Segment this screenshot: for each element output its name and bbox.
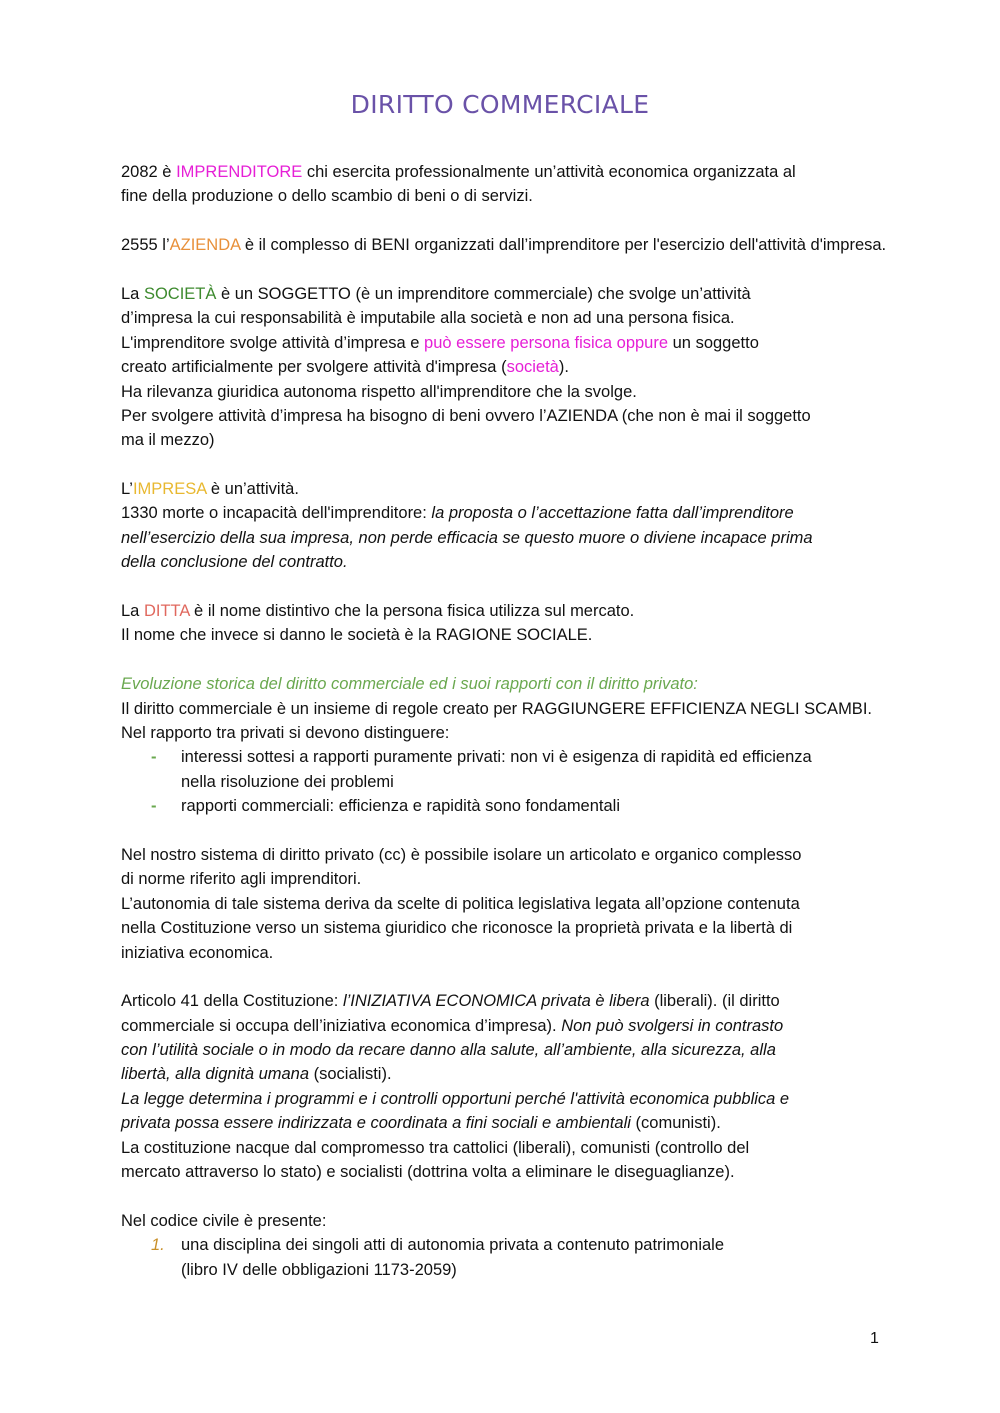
definition-societa-line-7: ma il mezzo) xyxy=(121,431,215,450)
codice-civile-intro: Nel codice civile è presente: xyxy=(121,1211,327,1230)
keyword-ditta: DITTA xyxy=(143,602,190,621)
numbered-item-1-continuation xyxy=(121,1258,991,1282)
evoluzione-line-2: Nel rapporto tra privati si devono distinguere: xyxy=(121,723,450,742)
text: è un SOGGETTO (è un imprenditore commerciale) che svolge un’attività xyxy=(216,284,751,303)
text: ). xyxy=(558,358,569,377)
definition-societa-line-1 xyxy=(121,282,991,306)
paragraph-gap xyxy=(121,453,991,477)
article-1330-line-2: nell’esercizio della sua impresa, non perde efficacia se questo muore o diviene incapace prima xyxy=(121,528,813,547)
section-heading-evoluzione: Evoluzione storica del diritto commerciale ed i suoi rapporti con il diritto privato: xyxy=(121,675,698,694)
text: chi esercita professionalmente un’attività economica organizzata al xyxy=(302,163,796,181)
bullet-text: nella risoluzione dei problemi xyxy=(181,772,394,791)
definition-ditta-line-2: Il nome che invece si danno le società è la RAGIONE SOCIALE. xyxy=(121,626,593,645)
text: L'imprenditore svolge attività d’impresa e xyxy=(121,333,425,352)
article-1330-line-1 xyxy=(121,501,991,525)
evoluzione-line-1: Il diritto commerciale è un insieme di regole creato per RAGGIUNGERE EFFICIENZA NEGLI SCAMBI. xyxy=(121,699,872,718)
sistema-line-2: di norme riferito agli imprenditori. xyxy=(121,870,362,889)
sistema-line-5: iniziativa economica. xyxy=(121,943,274,962)
text: La xyxy=(121,284,144,303)
numbered-text: una disciplina dei singoli atti di autonomia privata a contenuto patrimoniale xyxy=(181,1236,725,1255)
text: Articolo 41 della Costituzione: xyxy=(121,992,343,1011)
bullet-dash-icon: - xyxy=(151,748,157,767)
bullet-text: interessi sottesi a rapporti puramente privati: non vi è esigenza di rapidità ed efficienza xyxy=(181,748,812,767)
text: (comunisti). xyxy=(630,1114,721,1133)
text: L’ xyxy=(121,480,133,499)
articolo-41-line-2 xyxy=(121,1014,991,1038)
articolo-41-line-4 xyxy=(121,1062,991,1086)
quote-italic: privata possa essere indirizzata e coordinata a fini sociali e ambientali xyxy=(121,1114,631,1133)
text: creato artificialmente per svolgere attività d'impresa ( xyxy=(121,358,507,377)
document-title: DIRITTO COMMERCIALE xyxy=(350,90,650,119)
sistema-line-3: L’autonomia di tale sistema deriva da scelte di politica legislativa legata all’opzione contenuta xyxy=(121,894,800,913)
definition-societa-line-4 xyxy=(121,355,991,379)
paragraph-gap xyxy=(121,209,991,233)
definition-imprenditore-line-2: fine della produzione o dello scambio di beni o di servizi. xyxy=(121,187,533,206)
numbered-item-1 xyxy=(121,1233,991,1257)
paragraph-gap xyxy=(121,1184,991,1208)
text: (socialisti). xyxy=(309,1065,392,1084)
text: 1330 morte o incapacità dell'imprenditore: xyxy=(121,504,432,523)
articolo-41-line-5: La legge determina i programmi e i controlli opportuni perché l'attività economica pubblica e xyxy=(121,1089,790,1108)
paragraph-gap xyxy=(121,965,991,989)
text: 2555 l’ xyxy=(121,236,170,255)
keyword-impresa: IMPRESA xyxy=(132,480,207,499)
text: (liberali). (il diritto xyxy=(649,992,780,1011)
definition-ditta-line-1 xyxy=(121,599,991,623)
keyword-imprenditore: IMPRENDITORE xyxy=(176,163,303,181)
text: 2082 è xyxy=(121,163,177,181)
articolo-41-line-1 xyxy=(121,989,991,1013)
bullet-text: rapporti commerciali: efficienza e rapidità sono fondamentali xyxy=(181,797,621,816)
keyword-azienda: AZIENDA xyxy=(169,236,241,255)
bullet-dash-icon: - xyxy=(151,797,157,816)
articolo-41-line-3: con l’utilità sociale o in modo da recare danno alla salute, all’ambiente, alla sicurezza, alla xyxy=(121,1041,776,1060)
quote-italic: libertà, alla dignità umana xyxy=(121,1065,310,1084)
paragraph-gap xyxy=(121,648,991,672)
sistema-line-4: nella Costituzione verso un sistema giuridico che riconosce la proprietà privata e la libertà di xyxy=(121,919,793,938)
text: è il complesso di BENI organizzati dall’imprenditore per l'esercizio dell'attività d'impresa. xyxy=(240,236,887,255)
numbered-text: (libro IV delle obbligazioni 1173-2059) xyxy=(181,1260,457,1279)
definition-imprenditore-line-1 xyxy=(121,160,991,184)
list-number: 1. xyxy=(151,1236,165,1255)
definition-societa-line-5: Ha rilevanza giuridica autonoma rispetto all'imprenditore che la svolge. xyxy=(121,382,637,401)
text: è un’attività. xyxy=(206,480,299,499)
article-1330-line-3: della conclusione del contratto. xyxy=(121,553,348,572)
page-number: 1 xyxy=(870,1330,879,1347)
text: un soggetto xyxy=(668,333,759,352)
text: è il nome distintivo che la persona fisica utilizza sul mercato. xyxy=(189,602,635,621)
definition-societa-line-3 xyxy=(121,331,991,355)
articolo-41-line-6 xyxy=(121,1111,991,1135)
articolo-41-line-7: La costituzione nacque dal compromesso tra cattolici (liberali), comunisti (controllo del xyxy=(121,1138,750,1157)
definition-societa-line-2: d’impresa la cui responsabilità è imputabile alla società e non ad una persona fisica. xyxy=(121,309,735,328)
document-body xyxy=(121,160,991,1282)
text: La xyxy=(121,602,144,621)
bullet-item-1 xyxy=(121,745,991,769)
bullet-item-1-continuation xyxy=(121,770,991,794)
paragraph-gap xyxy=(121,258,991,282)
definition-azienda xyxy=(121,233,991,257)
paragraph-gap xyxy=(121,819,991,843)
text: commerciale si occupa dell’iniziativa economica d’impresa). xyxy=(121,1016,562,1035)
sistema-line-1: Nel nostro sistema di diritto privato (cc) è possibile isolare un articolato e organico complesso xyxy=(121,845,802,864)
definition-impresa-line-1 xyxy=(121,477,991,501)
bullet-item-2 xyxy=(121,794,991,818)
highlight-persona-fisica: può essere persona fisica oppure xyxy=(424,333,669,352)
quote-italic: l’INIZIATIVA ECONOMICA privata è libera xyxy=(342,992,650,1011)
keyword-societa: SOCIETÀ xyxy=(143,284,217,303)
paragraph-gap xyxy=(121,575,991,599)
quote-italic: la proposta o l’accettazione fatta dall’imprenditore xyxy=(431,504,794,523)
highlight-societa: società xyxy=(506,358,559,377)
definition-societa-line-6: Per svolgere attività d’impresa ha bisogno di beni ovvero l’AZIENDA (che non è mai il soggetto xyxy=(121,406,811,425)
articolo-41-line-8: mercato attraverso lo stato) e socialisti (dottrina volta a eliminare le diseguaglianze). xyxy=(121,1163,735,1182)
quote-italic: Non può svolgersi in contrasto xyxy=(561,1016,784,1035)
